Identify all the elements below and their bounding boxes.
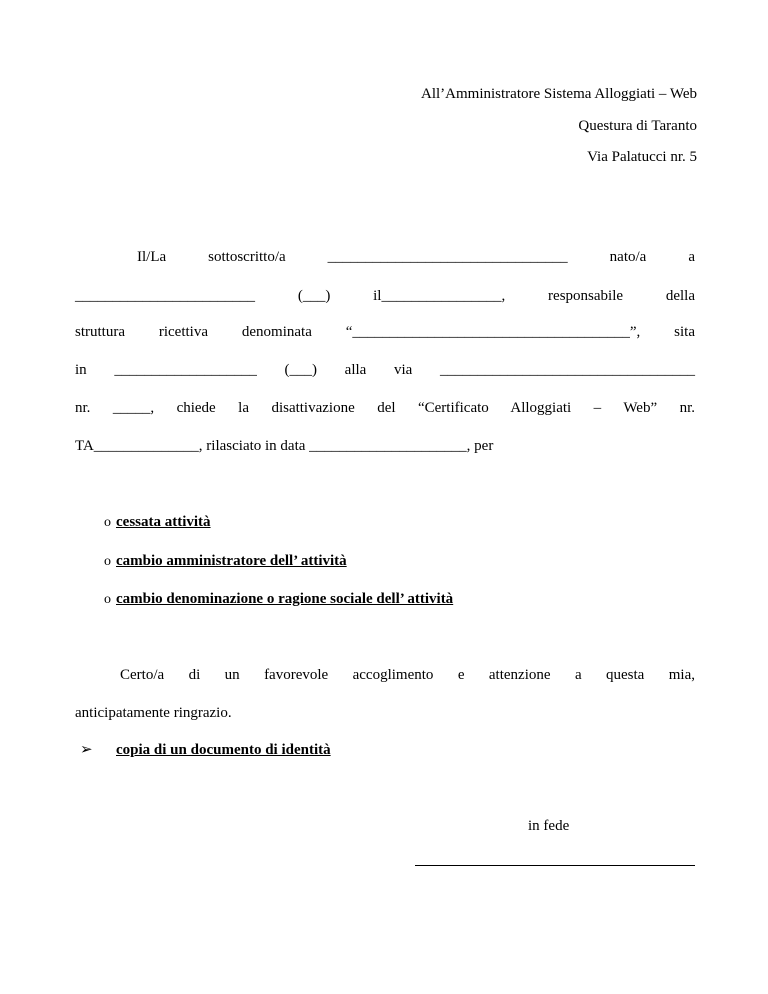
option-label: cambio denominazione o ragione sociale dell’ attività — [116, 591, 454, 607]
closing-line-1: Certo/a di un favorevole accoglimento e attenzione a questa mia, — [120, 667, 695, 683]
arrow-bullet-icon: ➢ — [80, 742, 93, 758]
attachment-item — [80, 741, 331, 759]
checkbox-icon: o — [104, 515, 111, 530]
body-line-4: in ___________________ (___) alla via __________________________________ — [75, 362, 695, 378]
recipient-line-2: Questura di Taranto — [578, 118, 697, 134]
body-line-5: nr. _____, chiede la disattivazione del “Certificato Alloggiati – Web” nr. — [75, 400, 695, 416]
checkbox-icon: o — [104, 592, 111, 607]
option-label: cessata attività — [116, 514, 211, 530]
checkbox-icon: o — [104, 554, 111, 569]
attachment-label: copia di un documento di identità — [116, 742, 331, 758]
option-label: cambio amministratore dell’ attività — [116, 553, 347, 569]
option-cessata — [104, 513, 211, 532]
option-cambio-amministratore — [104, 552, 347, 571]
body-line-1: Il/La sottoscritto/a ________________________________ nato/a a — [137, 249, 695, 265]
body-line-6: TA______________, rilasciato in data _____________________, per — [75, 438, 494, 454]
recipient-line-1: All’Amministratore Sistema Alloggiati – Web — [421, 86, 697, 102]
option-cambio-denominazione — [104, 590, 453, 609]
body-line-2: ________________________ (___) il________________, responsabile della — [75, 288, 695, 304]
recipient-line-3: Via Palatucci nr. 5 — [587, 149, 697, 165]
signature-line — [415, 865, 695, 866]
body-line-3: struttura ricettiva denominata “_____________________________________”, sita — [75, 324, 695, 340]
closing-line-2: anticipatamente ringrazio. — [75, 705, 232, 721]
signature-label: in fede — [528, 818, 570, 834]
